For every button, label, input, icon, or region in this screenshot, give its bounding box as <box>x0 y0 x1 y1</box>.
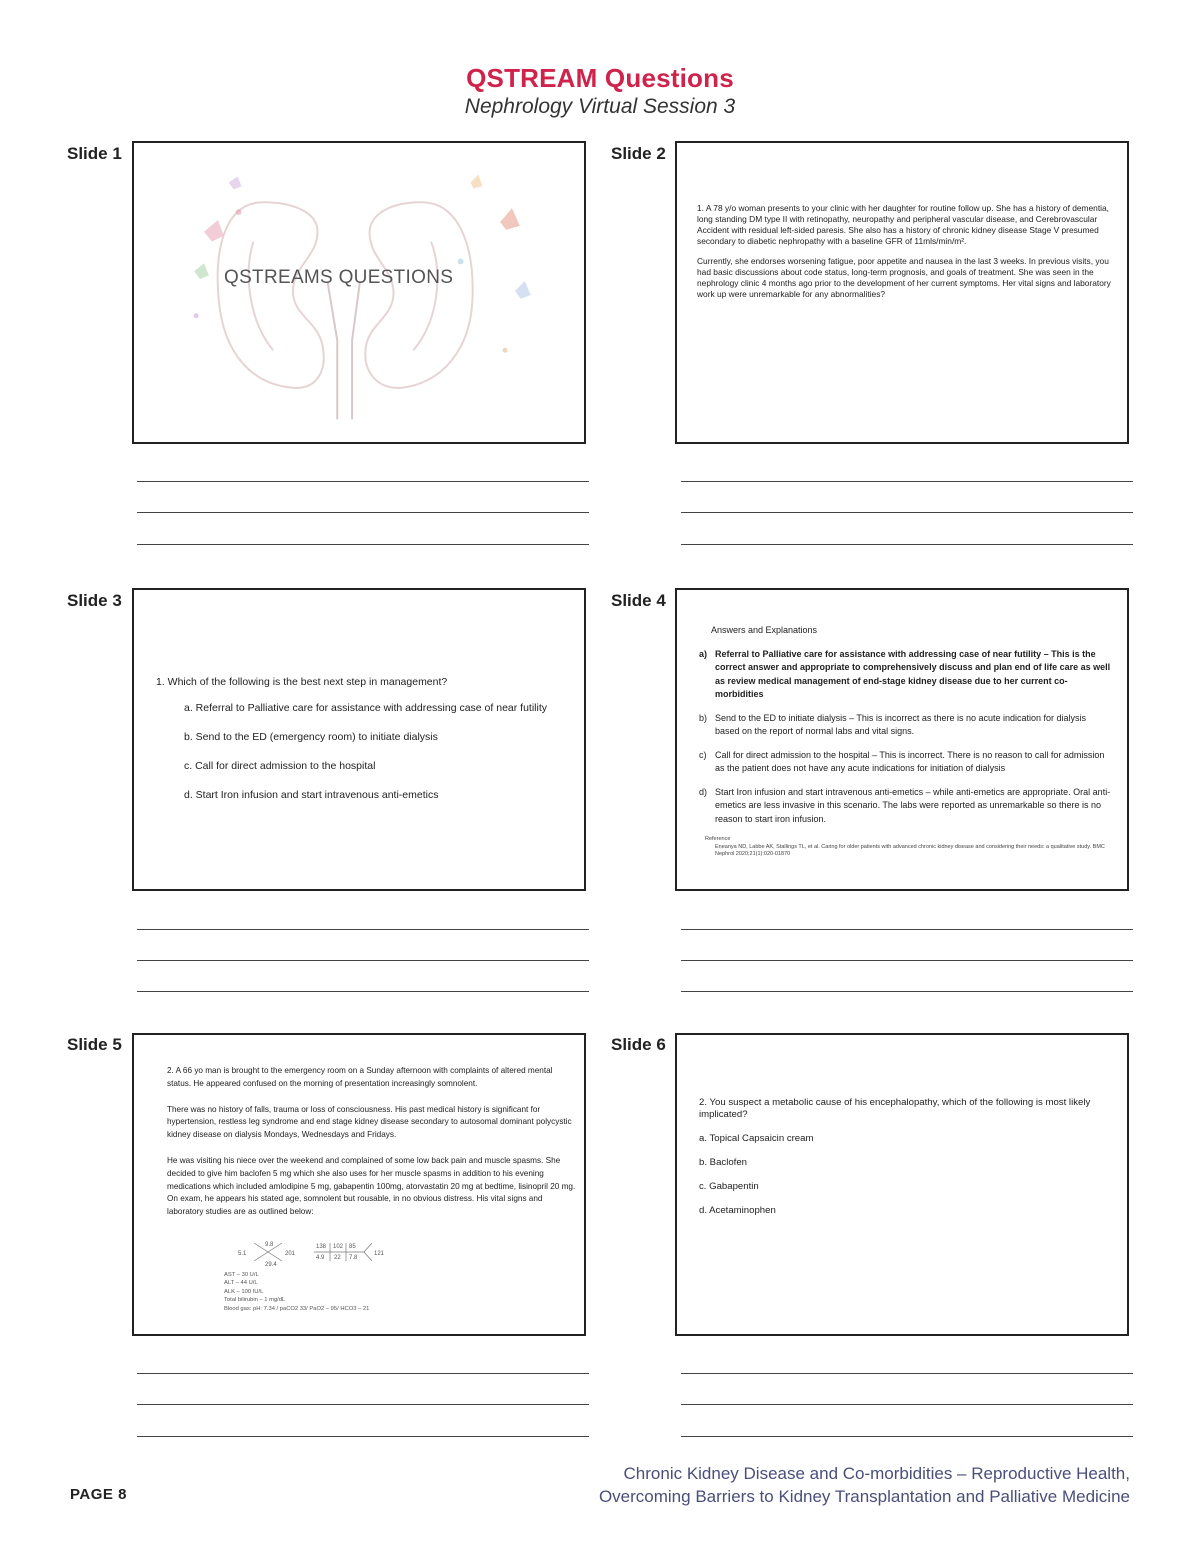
answer-letter: a) <box>699 648 708 659</box>
slide-2-paragraph: 1. A 78 y/o woman presents to your clinic with her daughter for routine follow up. She has a history of dementia, long standing DM type II with retinopathy, neuropathy and peripheral vascular disease, and Cerebrovascular Accident with residual left-sided paresis. She also has a history of chronic kidney disease Stage V presumed secondary to diabetic nephropathy with a baseline GFR of 11mls/min/m². <box>697 203 1109 246</box>
note-line <box>681 481 1133 482</box>
note-line <box>681 1436 1133 1437</box>
kidney-butterfly-illustration <box>134 143 584 442</box>
slide-5-paragraph: 2. A 66 yo man is brought to the emergency room on a Sunday afternoon with complaints of altered mental status. He appeared confused on the morning of presentation increasingly somnolent. <box>167 1066 553 1088</box>
slide-6 <box>675 1033 1129 1336</box>
note-line <box>681 960 1133 961</box>
lab-results <box>224 1271 369 1313</box>
slide-5-paragraph: He was visiting his niece over the weekend and complained of some low back pain and muscle spasms. She decided to give him baclofen 5 mg which she also uses for her muscle spasms in addition to his evening medications which included amlodipine 5 mg, gabapentin 100mg, atorvastatin 20 mg at bedtime, lisinopril 20 mg. On exam, he appears his stated age, somnolent but rousable, in no obvious distress. His vital signs and laboratory studies are as outlined below: <box>167 1155 576 1217</box>
slide-4-answer <box>699 648 1111 702</box>
page-title: QSTREAM Questions <box>466 63 734 93</box>
slide-label-6: Slide 6 <box>611 1035 666 1054</box>
lab-value: 4.9 <box>316 1255 325 1261</box>
slide-3-option: c. Call for direct admission to the hospital <box>184 760 376 772</box>
note-line <box>137 929 589 930</box>
page-header <box>0 62 1200 120</box>
lab-value: 29.4 <box>265 1262 277 1268</box>
lab-line: AST – 30 U/L <box>224 1272 259 1278</box>
lab-value: 9.8 <box>265 1242 274 1248</box>
slide-label-1: Slide 1 <box>67 144 122 163</box>
page-subtitle: Nephrology Virtual Session 3 <box>464 95 736 118</box>
slide-2-text <box>697 203 1111 309</box>
lab-value: 102 <box>333 1244 344 1250</box>
slide-4-answers <box>699 624 1111 859</box>
slide-5-text <box>167 1065 577 1232</box>
slide-label-4: Slide 4 <box>611 591 666 610</box>
lab-diagram <box>224 1237 384 1273</box>
answer-text: Start Iron infusion and start intravenous anti-emetics – while anti-emetics are appropriate. Oral anti-emetics are less invasive in this scenario. The labs were reported as unremarkable so there is no reason to start iron infusion. <box>715 786 1111 824</box>
slide-label-3: Slide 3 <box>67 591 122 610</box>
slide-label-5: Slide 5 <box>67 1035 122 1054</box>
note-line <box>681 512 1133 513</box>
note-line <box>681 544 1133 545</box>
lab-line: ALT – 44 U/L <box>224 1280 258 1287</box>
slide-4-answer <box>699 749 1111 776</box>
reference-text: Eneanya ND, Labbe AK, Stallings TL, et al. Caring for older patients with advanced chronic kidney disease and considering their needs: a qualitative study. BMC Nephrol 2020;21(1):020-01870 <box>715 843 1105 857</box>
lab-value: 85 <box>349 1244 356 1250</box>
footer-course-title <box>599 1462 1130 1508</box>
slide-6-question-block <box>699 1097 1119 1229</box>
slide-6-option: a. Topical Capsaicin cream <box>699 1133 814 1144</box>
lab-line: ALK – 100 IU/L <box>224 1288 264 1295</box>
note-line <box>137 1436 589 1437</box>
answer-text: Call for direct admission to the hospital – This is incorrect. There is no reason to call for admission as the patient does not have any acute indications for initiation of dialysis <box>715 749 1105 773</box>
note-line <box>681 1373 1133 1374</box>
slide-3 <box>132 588 586 891</box>
lab-value: 5.1 <box>238 1251 247 1257</box>
slide-5-paragraph: There was no history of falls, trauma or loss of consciousness. His past medical history is significant for hypertension, restless leg syndrome and end stage kidney disease secondary to autosomal dominant polycystic kidney disease on dialysis Mondays, Wednesdays and Fridays. <box>167 1104 572 1140</box>
note-line <box>681 1404 1133 1405</box>
reference-label: Reference <box>705 836 731 842</box>
footer-line-1: Chronic Kidney Disease and Co-morbidities – Reproductive Health, <box>623 1464 1130 1483</box>
slide-4-heading: Answers and Explanations <box>711 625 818 635</box>
lab-value: 22 <box>334 1255 341 1261</box>
slide-2-paragraph: Currently, she endorses worsening fatigue, poor appetite and nausea in the last 3 weeks. In previous visits, you had basic discussions about code status, long-term prognosis, and goals of treatment. She was seen in the nephrology clinic 4 months ago prior to the development of her current symptoms. Her vital signs and laboratory work up were unremarkable for any abnormalities? <box>697 256 1111 299</box>
lab-value: 138 <box>316 1244 327 1250</box>
slide-3-option: a. Referral to Palliative care for assistance with addressing case of near futility <box>184 702 548 714</box>
page-number: PAGE 8 <box>70 1486 127 1503</box>
lab-value: 201 <box>285 1251 296 1257</box>
answer-text: Referral to Palliative care for assistance with addressing case of near futility – This is the correct answer and appropriate to comprehensively discuss and plan end of life care as well as review medical management of end-stage kidney disease due to her current co-morbidities <box>715 648 1111 699</box>
slide-1-title: QSTREAMS QUESTIONS <box>224 267 454 288</box>
lab-value: 121 <box>374 1251 384 1257</box>
note-line <box>137 512 589 513</box>
note-line <box>137 1373 589 1374</box>
note-line <box>137 991 589 992</box>
answer-text: Send to the ED to initiate dialysis – This is incorrect as there is no acute indication for dialysis based on the report of normal labs and vital signs. <box>715 712 1087 736</box>
slide-3-question: 1. Which of the following is the best next step in management? <box>156 676 448 688</box>
slide-6-question: 2. You suspect a metabolic cause of his encephalopathy, which of the following is most likely implicated? <box>699 1097 1091 1120</box>
slide-6-option: c. Gabapentin <box>699 1181 759 1192</box>
lab-line: Total bilirubin – 1 mg/dL <box>224 1297 286 1304</box>
slide-5 <box>132 1033 586 1336</box>
slide-4-reference <box>705 836 1111 859</box>
note-line <box>681 929 1133 930</box>
slide-3-question-block <box>156 676 547 818</box>
slide-6-option: b. Baclofen <box>699 1157 748 1168</box>
answer-letter: d) <box>699 786 708 797</box>
slide-4 <box>675 588 1129 891</box>
slide-2 <box>675 141 1129 444</box>
answer-letter: b) <box>699 712 708 723</box>
note-line <box>681 991 1133 992</box>
slide-3-option: d. Start Iron infusion and start intravenous anti-emetics <box>184 789 439 801</box>
slide-6-option: d. Acetaminophen <box>699 1205 776 1216</box>
lab-line: Blood gas: pH: 7.34 / paCO2 33/ PaO2 – 95/ HCO3 – 21 <box>224 1305 370 1312</box>
answer-letter: c) <box>699 749 707 760</box>
note-line <box>137 960 589 961</box>
slide-3-option: b. Send to the ED (emergency room) to initiate dialysis <box>184 731 438 743</box>
note-line <box>137 481 589 482</box>
slide-4-answer <box>699 712 1111 739</box>
note-line <box>137 1404 589 1405</box>
note-line <box>137 544 589 545</box>
lab-value: 7.8 <box>349 1255 358 1261</box>
slide-4-answer <box>699 786 1111 827</box>
slide-label-2: Slide 2 <box>611 144 666 163</box>
footer-line-2: Overcoming Barriers to Kidney Transplantation and Palliative Medicine <box>598 1487 1130 1506</box>
slide-1 <box>132 141 586 444</box>
